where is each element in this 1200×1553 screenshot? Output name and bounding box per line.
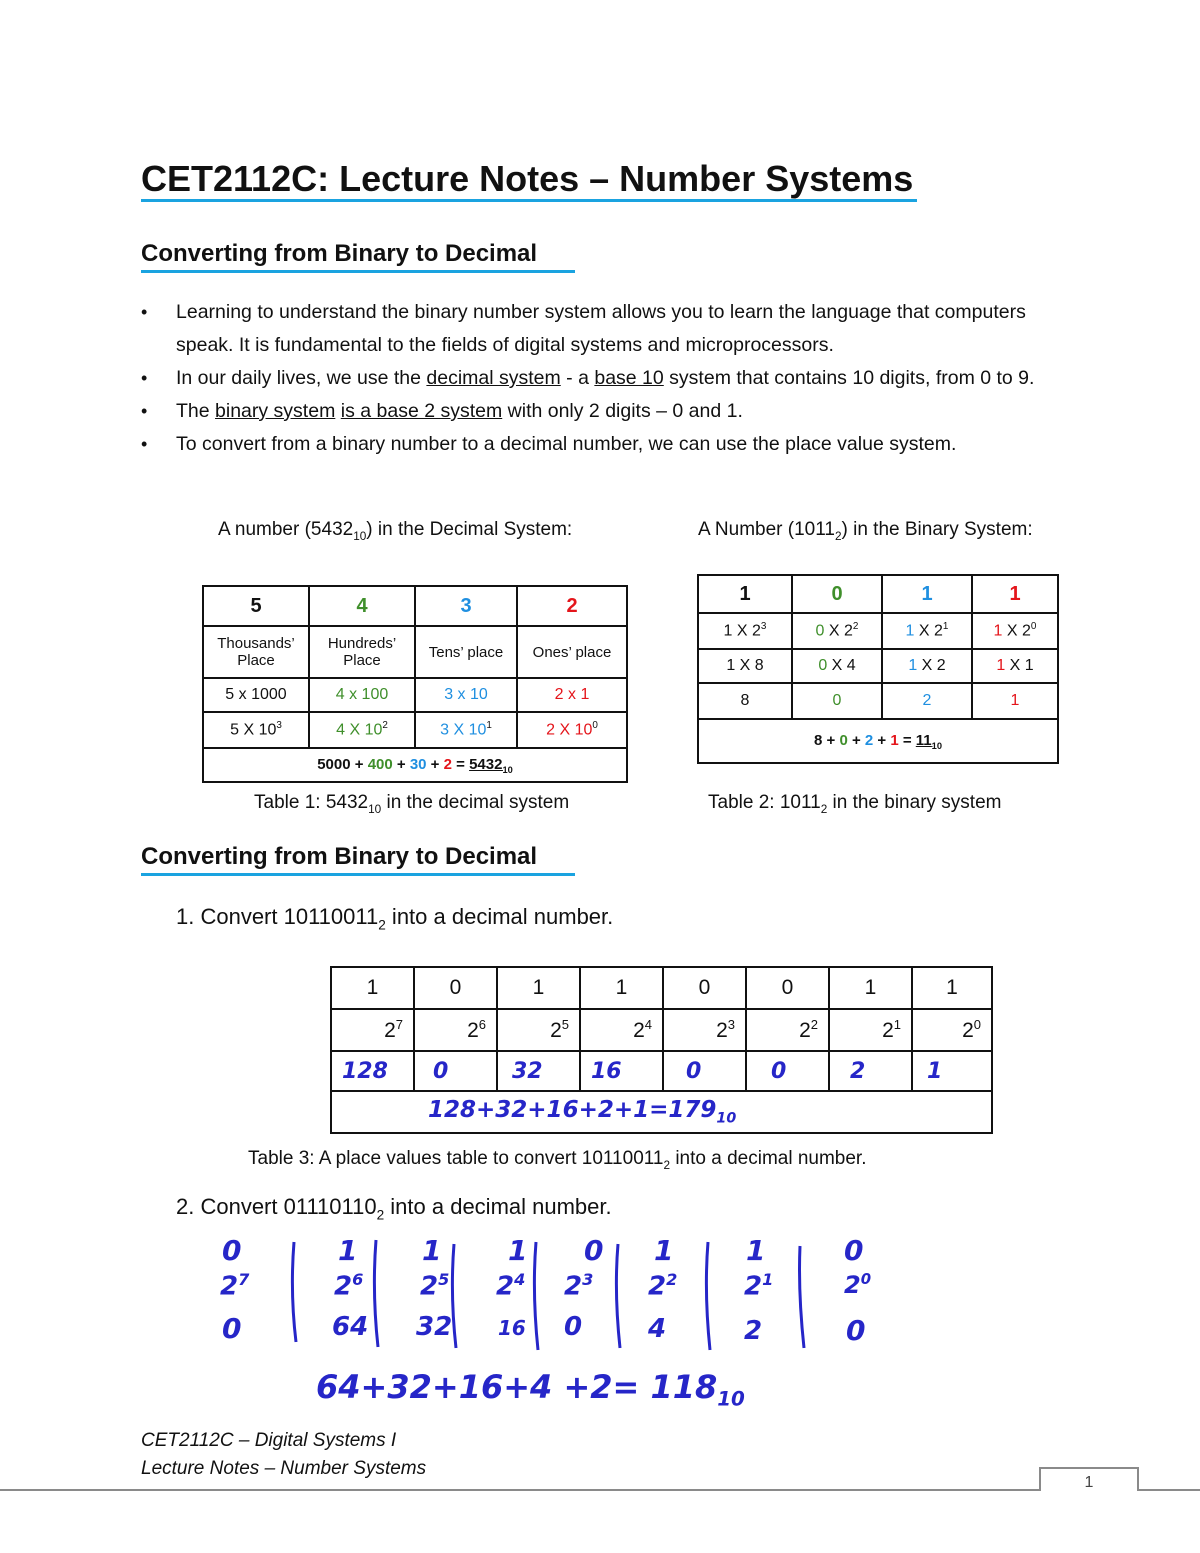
table-cell: 1 bbox=[972, 683, 1058, 719]
handwritten-power: $2^2$ bbox=[648, 1270, 678, 1302]
handwritten-digit: 1 bbox=[338, 1234, 358, 1267]
table-cell: 4 X $10^2$ bbox=[309, 712, 415, 748]
handwritten-value: 2 bbox=[829, 1051, 912, 1091]
handwritten-sum-2: $64+32+16+4 +2= 118_{10}$ bbox=[316, 1368, 745, 1411]
bullet-item: • Learning to understand the binary number system allows you to learn the language that computers speak. It is fundamental to the fields of digital systems and microprocessors. bbox=[141, 296, 1081, 362]
table-cell: 0 X $2^2$ bbox=[792, 613, 882, 649]
section-heading-2-underline bbox=[141, 873, 575, 876]
table-cell: 4 x 100 bbox=[309, 678, 415, 712]
handwritten-value: 128 bbox=[331, 1051, 414, 1091]
table3-label: Table 3: A place values table to convert $10110011_2$ into a decimal number. bbox=[248, 1148, 867, 1172]
table-cell: 5 X $10^3$ bbox=[203, 712, 309, 748]
section-heading-1: Converting from Binary to Decimal bbox=[141, 240, 538, 267]
handwritten-value: 1 bbox=[912, 1051, 992, 1091]
table-cell: $2^6$ bbox=[414, 1009, 497, 1051]
handwritten-power: $2^1$ bbox=[744, 1270, 774, 1302]
table-cell: 0 bbox=[792, 683, 882, 719]
handwritten-power: $2^7$ bbox=[220, 1270, 250, 1302]
table-cell: 2 bbox=[882, 683, 972, 719]
table-cell: $2^1$ bbox=[829, 1009, 912, 1051]
decimal-table-caption: A number $(5432_{10})$ in the Decimal System: bbox=[218, 519, 573, 543]
handwritten-digit: 1 bbox=[654, 1234, 674, 1267]
table-cell: 1 bbox=[497, 967, 580, 1009]
bullet-list bbox=[141, 296, 1081, 461]
handwritten-digit: 1 bbox=[746, 1234, 766, 1267]
footer-title: Lecture Notes – Number Systems bbox=[141, 1458, 427, 1479]
handwritten-dividers bbox=[210, 1232, 910, 1362]
table-cell: 4 bbox=[309, 586, 415, 626]
sum-cell: $5000 + 400 + 30 + 2 = 5432_{10}$ bbox=[203, 748, 627, 782]
question-1: 1. Convert $10110011_2$ into a decimal number. bbox=[176, 904, 614, 933]
handwritten-working bbox=[210, 1232, 910, 1362]
handwritten-value: 32 bbox=[497, 1051, 580, 1091]
handwritten-value: 0 bbox=[222, 1312, 242, 1345]
handwritten-digit: 0 bbox=[844, 1234, 864, 1267]
binary-place-value-table bbox=[697, 574, 1059, 764]
handwritten-power: $2^5$ bbox=[420, 1270, 450, 1302]
handwritten-power: $2^4$ bbox=[496, 1270, 526, 1302]
table-cell: $2^3$ bbox=[663, 1009, 746, 1051]
question-2: 2. Convert $01110110_2$ into a decimal number. bbox=[176, 1194, 612, 1223]
handwritten-power: $2^6$ bbox=[334, 1270, 364, 1302]
table-cell: 1 bbox=[698, 575, 792, 613]
page-title: CET2112C: Lecture Notes – Number Systems bbox=[141, 158, 914, 199]
handwritten-sum: $128+32+16+2+1=179_{10}$ bbox=[331, 1091, 992, 1133]
table-cell: 1 bbox=[882, 575, 972, 613]
page-number: 1 bbox=[1084, 1474, 1094, 1491]
table-cell: Hundreds’ Place bbox=[309, 626, 415, 678]
table-cell: 3 bbox=[415, 586, 517, 626]
handwritten-value: 0 bbox=[846, 1314, 866, 1347]
section-heading-1-underline bbox=[141, 270, 575, 273]
table2-label: Table 2: $1011_2$ in the binary system bbox=[708, 792, 1002, 816]
table-cell: 0 X 4 bbox=[792, 649, 882, 683]
table-cell: $2^0$ bbox=[912, 1009, 992, 1051]
handwritten-value: 16 bbox=[498, 1316, 526, 1340]
handwritten-value: 4 bbox=[648, 1314, 667, 1344]
handwritten-value: 2 bbox=[744, 1316, 763, 1346]
handwritten-value: 0 bbox=[746, 1051, 829, 1091]
table-cell: 1 X 8 bbox=[698, 649, 792, 683]
footer-course: CET2112C – Digital Systems I bbox=[141, 1430, 397, 1451]
table-cell: 1 bbox=[972, 575, 1058, 613]
handwritten-value: 0 bbox=[663, 1051, 746, 1091]
table-cell: 0 bbox=[663, 967, 746, 1009]
handwritten-power: $2^0$ bbox=[844, 1270, 872, 1299]
handwritten-value: 0 bbox=[414, 1051, 497, 1091]
table-cell: 1 X $2^0$ bbox=[972, 613, 1058, 649]
table-cell: 5 bbox=[203, 586, 309, 626]
table1-label: Table 1: $5432_{10}$ in the decimal system bbox=[254, 792, 570, 816]
bullet-item: • To convert from a binary number to a decimal number, we can use the place value system. bbox=[141, 428, 1081, 461]
table-cell: 1 bbox=[580, 967, 663, 1009]
handwritten-digit: 1 bbox=[508, 1234, 528, 1267]
table-cell: 1 bbox=[912, 967, 992, 1009]
section-heading-2: Converting from Binary to Decimal bbox=[141, 843, 538, 870]
table-cell: 1 X 2 bbox=[882, 649, 972, 683]
table-cell: 2 bbox=[517, 586, 627, 626]
handwritten-value: 16 bbox=[580, 1051, 663, 1091]
decimal-place-value-table bbox=[202, 585, 628, 783]
sum-cell: $8 + 0 + 2 + 1 = 11_{10}$ bbox=[698, 719, 1058, 763]
title-underline bbox=[141, 199, 917, 202]
table3-place-values bbox=[330, 966, 993, 1134]
table-cell: $2^2$ bbox=[746, 1009, 829, 1051]
bullet-item: • In our daily lives, we use the decimal system - a base 10 system that contains 10 digits, from 0 to 9. bbox=[141, 362, 1081, 395]
table-cell: $2^7$ bbox=[331, 1009, 414, 1051]
table-cell: Thousands’ Place bbox=[203, 626, 309, 678]
table-cell: 1 bbox=[331, 967, 414, 1009]
binary-table-caption: A Number $(1011_2)$ in the Binary System: bbox=[698, 519, 1033, 543]
handwritten-power: $2^3$ bbox=[564, 1270, 594, 1302]
table-cell: 0 bbox=[792, 575, 882, 613]
handwritten-value: 0 bbox=[564, 1312, 583, 1342]
handwritten-digit: 0 bbox=[222, 1234, 242, 1267]
handwritten-digit: 1 bbox=[422, 1234, 442, 1267]
table-cell: 1 X $2^1$ bbox=[882, 613, 972, 649]
table-cell: 2 X $10^0$ bbox=[517, 712, 627, 748]
table-cell: 5 x 1000 bbox=[203, 678, 309, 712]
table-cell: $2^5$ bbox=[497, 1009, 580, 1051]
footer-rule bbox=[0, 1464, 1200, 1494]
table-cell: 8 bbox=[698, 683, 792, 719]
table-cell: 1 X 1 bbox=[972, 649, 1058, 683]
handwritten-value: 64 bbox=[332, 1312, 369, 1342]
table-cell: 0 bbox=[414, 967, 497, 1009]
table-cell: 3 X $10^1$ bbox=[415, 712, 517, 748]
table-cell: $2^4$ bbox=[580, 1009, 663, 1051]
table-cell: 2 x 1 bbox=[517, 678, 627, 712]
table-cell: Ones’ place bbox=[517, 626, 627, 678]
table-cell: Tens’ place bbox=[415, 626, 517, 678]
table-cell: 3 x 10 bbox=[415, 678, 517, 712]
table-cell: 0 bbox=[746, 967, 829, 1009]
table-cell: 1 X $2^3$ bbox=[698, 613, 792, 649]
table-cell: 1 bbox=[829, 967, 912, 1009]
bullet-item: • The binary system is a base 2 system with only 2 digits – 0 and 1. bbox=[141, 395, 1081, 428]
handwritten-value: 32 bbox=[416, 1312, 453, 1342]
handwritten-digit: 0 bbox=[584, 1234, 604, 1267]
